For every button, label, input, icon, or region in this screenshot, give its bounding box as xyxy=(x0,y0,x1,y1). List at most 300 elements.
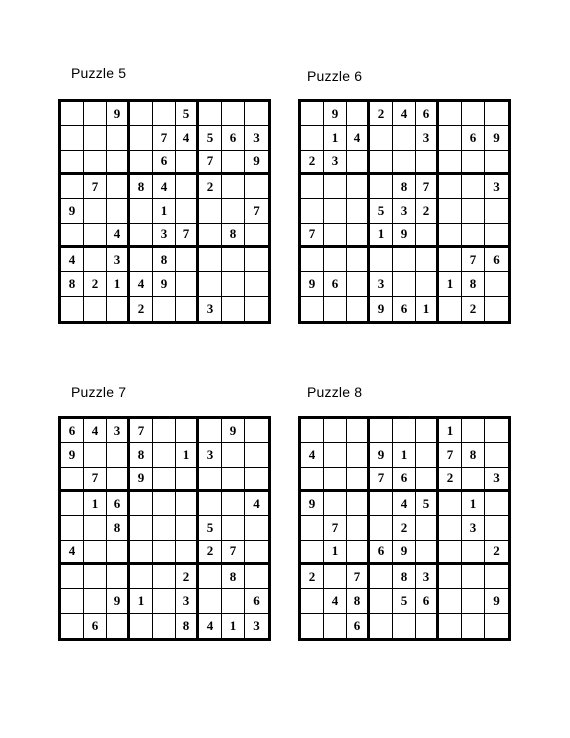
sudoku-cell xyxy=(153,468,176,492)
sudoku-cell xyxy=(176,272,199,296)
sudoku-cell xyxy=(61,297,84,321)
sudoku-cell xyxy=(84,102,107,126)
sudoku-cell: 7 xyxy=(84,175,107,199)
sudoku-cell xyxy=(61,516,84,540)
sudoku-cell xyxy=(462,199,485,223)
sudoku-cell: 7 xyxy=(301,224,324,248)
sudoku-cell xyxy=(199,224,222,248)
sudoku-cell xyxy=(153,516,176,540)
sudoku-cell xyxy=(153,297,176,321)
sudoku-cell xyxy=(84,297,107,321)
sudoku-cell xyxy=(84,589,107,613)
sudoku-cell: 9 xyxy=(301,492,324,516)
sudoku-cell: 6 xyxy=(245,589,268,613)
sudoku-cell xyxy=(393,419,416,443)
sudoku-cell xyxy=(199,565,222,589)
sudoku-cell xyxy=(61,102,84,126)
sudoku-cell xyxy=(176,419,199,443)
sudoku-cell xyxy=(347,516,370,540)
sudoku-cell xyxy=(130,516,153,540)
sudoku-cell xyxy=(107,199,130,223)
sudoku-cell xyxy=(61,126,84,150)
sudoku-cell: 7 xyxy=(153,126,176,150)
sudoku-cell: 3 xyxy=(199,297,222,321)
sudoku-cell xyxy=(301,516,324,540)
sudoku-cell: 4 xyxy=(176,126,199,150)
sudoku-cell: 6 xyxy=(222,126,245,150)
sudoku-cell xyxy=(485,492,508,516)
sudoku-cell: 4 xyxy=(84,419,107,443)
sudoku-cell xyxy=(245,272,268,296)
sudoku-cell: 1 xyxy=(324,126,347,150)
sudoku-cell: 8 xyxy=(130,443,153,467)
sudoku-cell xyxy=(176,492,199,516)
sudoku-cell xyxy=(370,516,393,540)
sudoku-cell: 6 xyxy=(462,126,485,150)
sudoku-cell xyxy=(153,541,176,565)
sudoku-cell xyxy=(347,248,370,272)
sudoku-cell xyxy=(176,516,199,540)
puzzle-6-title: Puzzle 6 xyxy=(307,68,363,84)
sudoku-cell xyxy=(222,272,245,296)
sudoku-cell: 8 xyxy=(61,272,84,296)
sudoku-cell xyxy=(301,102,324,126)
sudoku-cell xyxy=(107,175,130,199)
sudoku-cell xyxy=(439,516,462,540)
sudoku-cell: 9 xyxy=(107,102,130,126)
sudoku-cell: 3 xyxy=(199,443,222,467)
sudoku-cell xyxy=(324,224,347,248)
sudoku-cell: 2 xyxy=(393,516,416,540)
sudoku-cell: 9 xyxy=(485,126,508,150)
sudoku-cell xyxy=(84,151,107,175)
sudoku-cell xyxy=(370,614,393,638)
sudoku-cell xyxy=(61,224,84,248)
sudoku-cell xyxy=(485,151,508,175)
sudoku-cell: 7 xyxy=(370,468,393,492)
sudoku-cell: 9 xyxy=(301,272,324,296)
sudoku-cell: 3 xyxy=(370,272,393,296)
sudoku-cell xyxy=(245,443,268,467)
sudoku-cell: 9 xyxy=(370,443,393,467)
sudoku-cell: 8 xyxy=(462,272,485,296)
sudoku-cell xyxy=(84,443,107,467)
sudoku-cell: 3 xyxy=(107,248,130,272)
sudoku-cell xyxy=(61,565,84,589)
sudoku-cell: 2 xyxy=(439,468,462,492)
sudoku-cell xyxy=(222,589,245,613)
sudoku-cell: 9 xyxy=(222,419,245,443)
sudoku-cell: 1 xyxy=(222,614,245,638)
sudoku-cell: 8 xyxy=(222,224,245,248)
sudoku-cell xyxy=(199,492,222,516)
sudoku-cell xyxy=(462,541,485,565)
sudoku-cell: 1 xyxy=(462,492,485,516)
sudoku-cell xyxy=(199,468,222,492)
sudoku-cell xyxy=(347,224,370,248)
sudoku-cell: 5 xyxy=(416,492,439,516)
sudoku-cell xyxy=(439,614,462,638)
sudoku-cell: 5 xyxy=(393,589,416,613)
sudoku-cell: 2 xyxy=(416,199,439,223)
sudoku-cell: 4 xyxy=(245,492,268,516)
sudoku-cell: 3 xyxy=(485,468,508,492)
sudoku-cell xyxy=(324,297,347,321)
sudoku-cell: 6 xyxy=(393,297,416,321)
sudoku-cell xyxy=(439,248,462,272)
sudoku-cell: 4 xyxy=(130,272,153,296)
sudoku-cell: 9 xyxy=(61,199,84,223)
sudoku-cell xyxy=(485,516,508,540)
sudoku-cell: 3 xyxy=(153,224,176,248)
sudoku-cell xyxy=(301,419,324,443)
sudoku-cell xyxy=(153,614,176,638)
sudoku-cell: 9 xyxy=(485,589,508,613)
sudoku-cell xyxy=(176,199,199,223)
sudoku-cell: 7 xyxy=(439,443,462,467)
sudoku-cell xyxy=(347,151,370,175)
sudoku-cell xyxy=(301,541,324,565)
sudoku-cell: 7 xyxy=(347,565,370,589)
sudoku-cell xyxy=(324,199,347,223)
sudoku-cell: 2 xyxy=(199,175,222,199)
sudoku-cell xyxy=(301,468,324,492)
sudoku-cell xyxy=(222,151,245,175)
sudoku-cell xyxy=(130,224,153,248)
sudoku-cell: 9 xyxy=(393,224,416,248)
sudoku-cell: 7 xyxy=(245,199,268,223)
sudoku-cell xyxy=(130,151,153,175)
sudoku-cell: 1 xyxy=(393,443,416,467)
sudoku-cell xyxy=(301,589,324,613)
sudoku-cell xyxy=(245,565,268,589)
sudoku-cell xyxy=(107,541,130,565)
sudoku-cell: 3 xyxy=(253,617,260,633)
sudoku-cell: 7 xyxy=(462,248,485,272)
sudoku-cell xyxy=(416,516,439,540)
puzzle-5-title: Puzzle 5 xyxy=(71,65,127,81)
sudoku-cell xyxy=(462,468,485,492)
sudoku-cell xyxy=(347,443,370,467)
sudoku-cell xyxy=(485,443,508,467)
sudoku-cell xyxy=(130,248,153,272)
sudoku-cell: 5 xyxy=(199,516,222,540)
sudoku-cell: 2 xyxy=(301,151,324,175)
sudoku-cell xyxy=(462,151,485,175)
puzzle-8-grid xyxy=(298,416,511,641)
sudoku-cell xyxy=(485,199,508,223)
sudoku-cell xyxy=(107,151,130,175)
sudoku-cell xyxy=(485,419,508,443)
sudoku-cell: 6 xyxy=(324,272,347,296)
sudoku-cell: 1 xyxy=(107,272,130,296)
sudoku-cell: 2 xyxy=(301,565,324,589)
sudoku-cell xyxy=(84,565,107,589)
puzzle-7-grid xyxy=(58,416,271,641)
sudoku-cell: 7 xyxy=(222,541,245,565)
sudoku-cell: 5 xyxy=(370,199,393,223)
sudoku-cell xyxy=(176,248,199,272)
sudoku-cell xyxy=(176,175,199,199)
sudoku-cell: 1 xyxy=(176,443,199,467)
sudoku-cell xyxy=(416,419,439,443)
sudoku-cell xyxy=(485,565,508,589)
sudoku-cell xyxy=(347,541,370,565)
sudoku-cell xyxy=(61,492,84,516)
sudoku-cell xyxy=(347,468,370,492)
sudoku-cell xyxy=(416,468,439,492)
sudoku-cell: 7 xyxy=(84,468,107,492)
sudoku-cell: 6 xyxy=(485,248,508,272)
sudoku-cell: 8 xyxy=(153,248,176,272)
sudoku-cell xyxy=(439,199,462,223)
sudoku-cell: 6 xyxy=(393,468,416,492)
sudoku-cell xyxy=(462,565,485,589)
sudoku-cell: 8 xyxy=(393,175,416,199)
sudoku-cell: 5 xyxy=(199,126,222,150)
sudoku-cell: 6 xyxy=(84,614,107,638)
sudoku-cell xyxy=(393,614,416,638)
sudoku-cell: 1 xyxy=(153,199,176,223)
sudoku-cell xyxy=(153,589,176,613)
sudoku-cell xyxy=(176,541,199,565)
sudoku-cell xyxy=(61,589,84,613)
sudoku-cell xyxy=(324,175,347,199)
sudoku-cell xyxy=(416,151,439,175)
sudoku-cell: 6 xyxy=(370,541,393,565)
sudoku-cell xyxy=(393,126,416,150)
sudoku-cell: 6 xyxy=(61,419,84,443)
sudoku-cell xyxy=(370,151,393,175)
sudoku-cell xyxy=(439,151,462,175)
sudoku-cell xyxy=(485,224,508,248)
sudoku-cell: 7 xyxy=(130,419,153,443)
sudoku-cell xyxy=(301,614,324,638)
sudoku-cell xyxy=(324,419,347,443)
sudoku-cell: 1 xyxy=(84,492,107,516)
sudoku-cell: 8 xyxy=(462,443,485,467)
sudoku-cell xyxy=(222,175,245,199)
sudoku-cell: 3 xyxy=(176,589,199,613)
sudoku-cell xyxy=(199,419,222,443)
sudoku-cell xyxy=(485,272,508,296)
sudoku-cell xyxy=(245,419,268,443)
sudoku-cell xyxy=(153,102,176,126)
sudoku-cell xyxy=(439,565,462,589)
sudoku-cell: 3 xyxy=(324,151,347,175)
sudoku-cell xyxy=(84,516,107,540)
sudoku-cell xyxy=(347,175,370,199)
sudoku-cell: 9 xyxy=(130,468,153,492)
sudoku-cell xyxy=(245,102,268,126)
sudoku-cell: 2 xyxy=(370,102,393,126)
sudoku-cell xyxy=(153,565,176,589)
sudoku-cell xyxy=(199,102,222,126)
sudoku-cell: 9 xyxy=(153,272,176,296)
sudoku-cell xyxy=(324,614,347,638)
sudoku-cell xyxy=(222,443,245,467)
sudoku-cell: 4 xyxy=(61,541,84,565)
sudoku-cell xyxy=(245,468,268,492)
sudoku-cell xyxy=(370,175,393,199)
sudoku-cell: 2 xyxy=(485,541,508,565)
sudoku-cell xyxy=(462,614,485,638)
sudoku-cell xyxy=(347,272,370,296)
sudoku-cell: 3 xyxy=(107,419,130,443)
puzzle-5-grid xyxy=(58,99,271,324)
sudoku-cell: 4 xyxy=(301,443,324,467)
sudoku-cell xyxy=(324,492,347,516)
sudoku-cell: 4 xyxy=(199,614,222,638)
sudoku-cell xyxy=(130,199,153,223)
sudoku-cell: 4 xyxy=(324,589,347,613)
sudoku-cell: 1 xyxy=(324,541,347,565)
sudoku-cell: 9 xyxy=(61,443,84,467)
sudoku-cell xyxy=(176,151,199,175)
sudoku-cell: 4 xyxy=(107,224,130,248)
sudoku-cell xyxy=(84,541,107,565)
sudoku-cell: 2 xyxy=(176,565,199,589)
sudoku-cell xyxy=(61,175,84,199)
sudoku-cell xyxy=(301,297,324,321)
sudoku-cell xyxy=(370,248,393,272)
sudoku-cell xyxy=(107,614,130,638)
sudoku-cell xyxy=(61,614,84,638)
sudoku-cell: 1 xyxy=(370,224,393,248)
sudoku-cell: 8 xyxy=(347,589,370,613)
sudoku-cell xyxy=(107,443,130,467)
sudoku-cell xyxy=(416,541,439,565)
sudoku-cell xyxy=(485,297,508,321)
sudoku-cell: 1 xyxy=(130,589,153,613)
sudoku-cell xyxy=(347,102,370,126)
sudoku-cell: 2 xyxy=(199,541,222,565)
sudoku-cell xyxy=(61,151,84,175)
sudoku-cell xyxy=(176,468,199,492)
sudoku-cell xyxy=(222,199,245,223)
sudoku-cell xyxy=(222,297,245,321)
sudoku-cell: 3 xyxy=(245,126,268,150)
sudoku-cell xyxy=(222,516,245,540)
sudoku-cell xyxy=(393,248,416,272)
sudoku-cell: 7 xyxy=(416,175,439,199)
sudoku-cell: 3 xyxy=(462,516,485,540)
sudoku-cell xyxy=(107,565,130,589)
sudoku-cell xyxy=(439,297,462,321)
sudoku-cell xyxy=(245,541,268,565)
sudoku-cell xyxy=(301,126,324,150)
sudoku-cell: 3 xyxy=(485,175,508,199)
sudoku-cell: 2 xyxy=(462,297,485,321)
sudoku-cell xyxy=(416,614,439,638)
sudoku-cell: 9 xyxy=(324,102,347,126)
sudoku-cell: 4 xyxy=(61,248,84,272)
sudoku-cell xyxy=(84,199,107,223)
sudoku-cell xyxy=(301,248,324,272)
sudoku-cell xyxy=(347,297,370,321)
sudoku-cell xyxy=(439,492,462,516)
sudoku-cell xyxy=(324,443,347,467)
sudoku-cell: 3 xyxy=(416,126,439,150)
sudoku-cell xyxy=(439,175,462,199)
sudoku-cell xyxy=(107,468,130,492)
sudoku-cell xyxy=(176,297,199,321)
sudoku-cell: 1 xyxy=(416,297,439,321)
sudoku-cell xyxy=(199,248,222,272)
puzzle-6-grid xyxy=(298,99,511,324)
sudoku-cell xyxy=(130,541,153,565)
sudoku-cell xyxy=(245,516,268,540)
sudoku-cell xyxy=(324,468,347,492)
sudoku-cell: 7 xyxy=(324,516,347,540)
sudoku-cell xyxy=(416,443,439,467)
sudoku-cell xyxy=(462,589,485,613)
sudoku-cell xyxy=(485,102,508,126)
sudoku-cell xyxy=(84,224,107,248)
sudoku-cell: 3 xyxy=(416,565,439,589)
sudoku-cell: 4 xyxy=(153,175,176,199)
sudoku-cell xyxy=(347,199,370,223)
puzzle-8-title: Puzzle 8 xyxy=(307,384,363,400)
sudoku-cell: 6 xyxy=(107,492,130,516)
sudoku-cell xyxy=(130,102,153,126)
sudoku-cell: 6 xyxy=(347,614,370,638)
sudoku-cell: 8 xyxy=(130,175,153,199)
sudoku-cell xyxy=(199,589,222,613)
sudoku-cell xyxy=(439,126,462,150)
sudoku-cell xyxy=(370,589,393,613)
sudoku-cell xyxy=(370,419,393,443)
sudoku-cell xyxy=(84,248,107,272)
sudoku-cell: 9 xyxy=(245,151,268,175)
sudoku-cell xyxy=(462,102,485,126)
sudoku-cell: 1 xyxy=(439,272,462,296)
sudoku-cell: 2 xyxy=(84,272,107,296)
sudoku-cell: 4 xyxy=(393,492,416,516)
sudoku-cell xyxy=(245,297,268,321)
sudoku-cell xyxy=(107,297,130,321)
sudoku-cell xyxy=(222,248,245,272)
sudoku-cell xyxy=(347,492,370,516)
sudoku-cell xyxy=(439,224,462,248)
sudoku-cell: 7 xyxy=(199,151,222,175)
sudoku-cell: 9 xyxy=(393,541,416,565)
sudoku-cell xyxy=(61,468,84,492)
sudoku-cell: 1 xyxy=(439,419,462,443)
sudoku-cell: 8 xyxy=(222,565,245,589)
sudoku-cell xyxy=(222,492,245,516)
sudoku-cell xyxy=(245,224,268,248)
sudoku-cell xyxy=(439,102,462,126)
sudoku-cell xyxy=(324,565,347,589)
sudoku-cell xyxy=(393,272,416,296)
sudoku-cell: 8 xyxy=(393,565,416,589)
sudoku-cell xyxy=(301,199,324,223)
sudoku-cell xyxy=(416,272,439,296)
sudoku-cell: 7 xyxy=(176,224,199,248)
sudoku-cell xyxy=(462,419,485,443)
sudoku-cell xyxy=(130,492,153,516)
sudoku-cell: 9 xyxy=(107,589,130,613)
sudoku-cell xyxy=(347,419,370,443)
sudoku-cell: 6 xyxy=(153,151,176,175)
sudoku-cell xyxy=(370,126,393,150)
sudoku-cell xyxy=(130,126,153,150)
sudoku-cell xyxy=(462,224,485,248)
sudoku-cell xyxy=(462,175,485,199)
sudoku-cell xyxy=(84,126,107,150)
sudoku-cell xyxy=(153,443,176,467)
